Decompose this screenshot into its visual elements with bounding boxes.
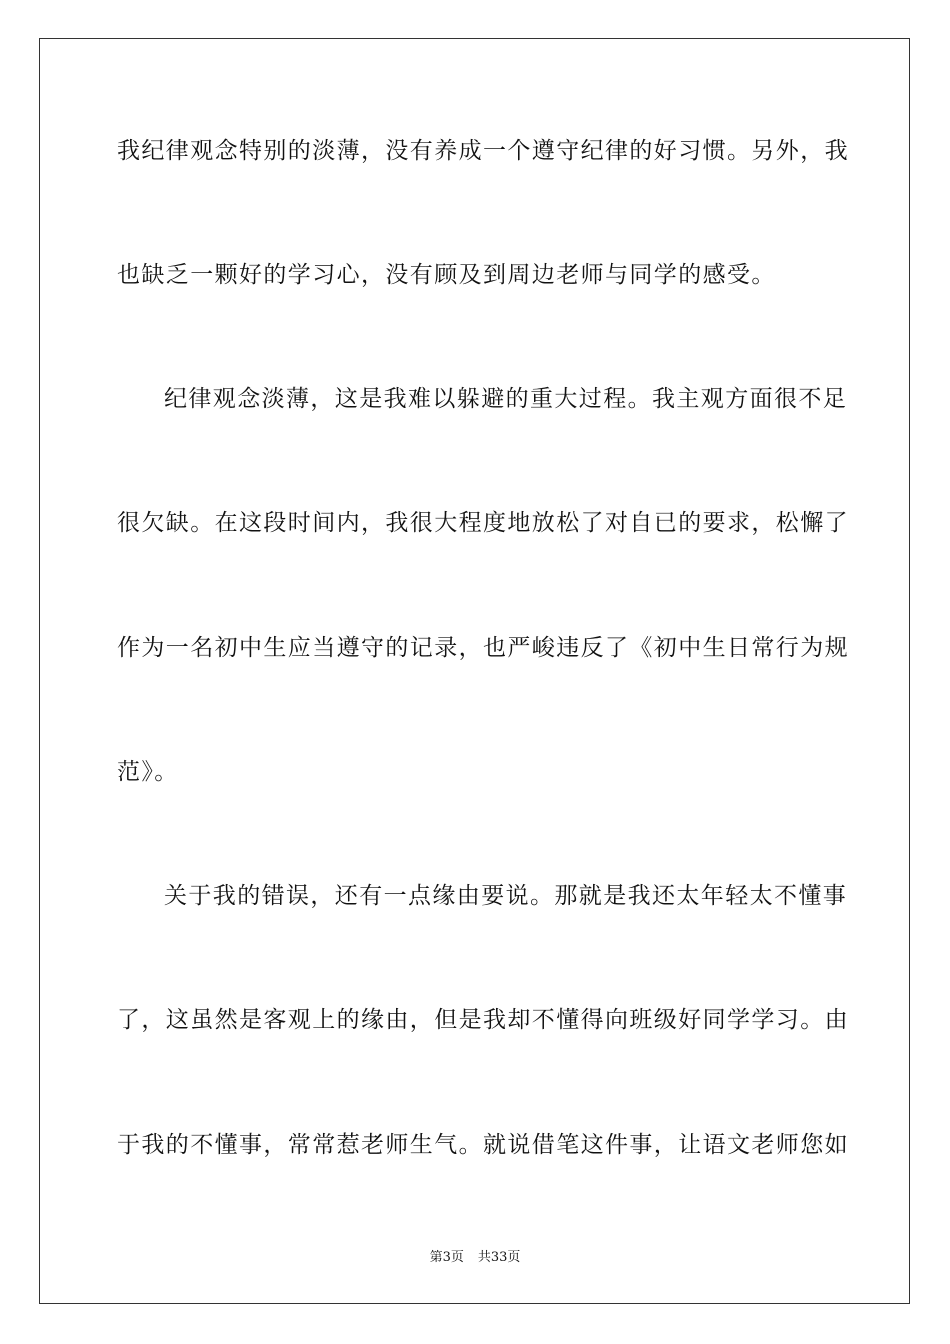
text-line-9: 于我的不懂事，常常惹老师生气。就说借笔这件事，让语文老师您如 [117,1132,849,1158]
text-line-8: 了，这虽然是客观上的缘由，但是我却不懂得向班级好同学学习。由 [117,1007,849,1033]
page-total: 共33页 [477,1250,521,1265]
page-number: 第3页 [429,1250,464,1265]
text-line-4: 很欠缺。在这段时间内，我很大程度地放松了对自已的要求，松懈了 [117,510,849,536]
text-line-7: 关于我的错误，还有一点缘由要说。那就是我还太年轻太不懂事 [164,883,848,909]
text-line-5: 作为一名初中生应当遵守的记录，也严峻违反了《初中生日常行为规 [117,635,849,661]
text-line-3: 纪律观念淡薄，这是我难以躲避的重大过程。我主观方面很不足 [164,386,848,412]
text-line-1: 我纪律观念特别的淡薄，没有养成一个遵守纪律的好习惯。另外，我 [117,138,849,164]
page-border [39,38,910,1304]
text-line-6: 范》。 [117,759,179,785]
page-footer [0,1246,950,1265]
text-line-2: 也缺乏一颗好的学习心，没有顾及到周边老师与同学的感受。 [117,262,776,288]
